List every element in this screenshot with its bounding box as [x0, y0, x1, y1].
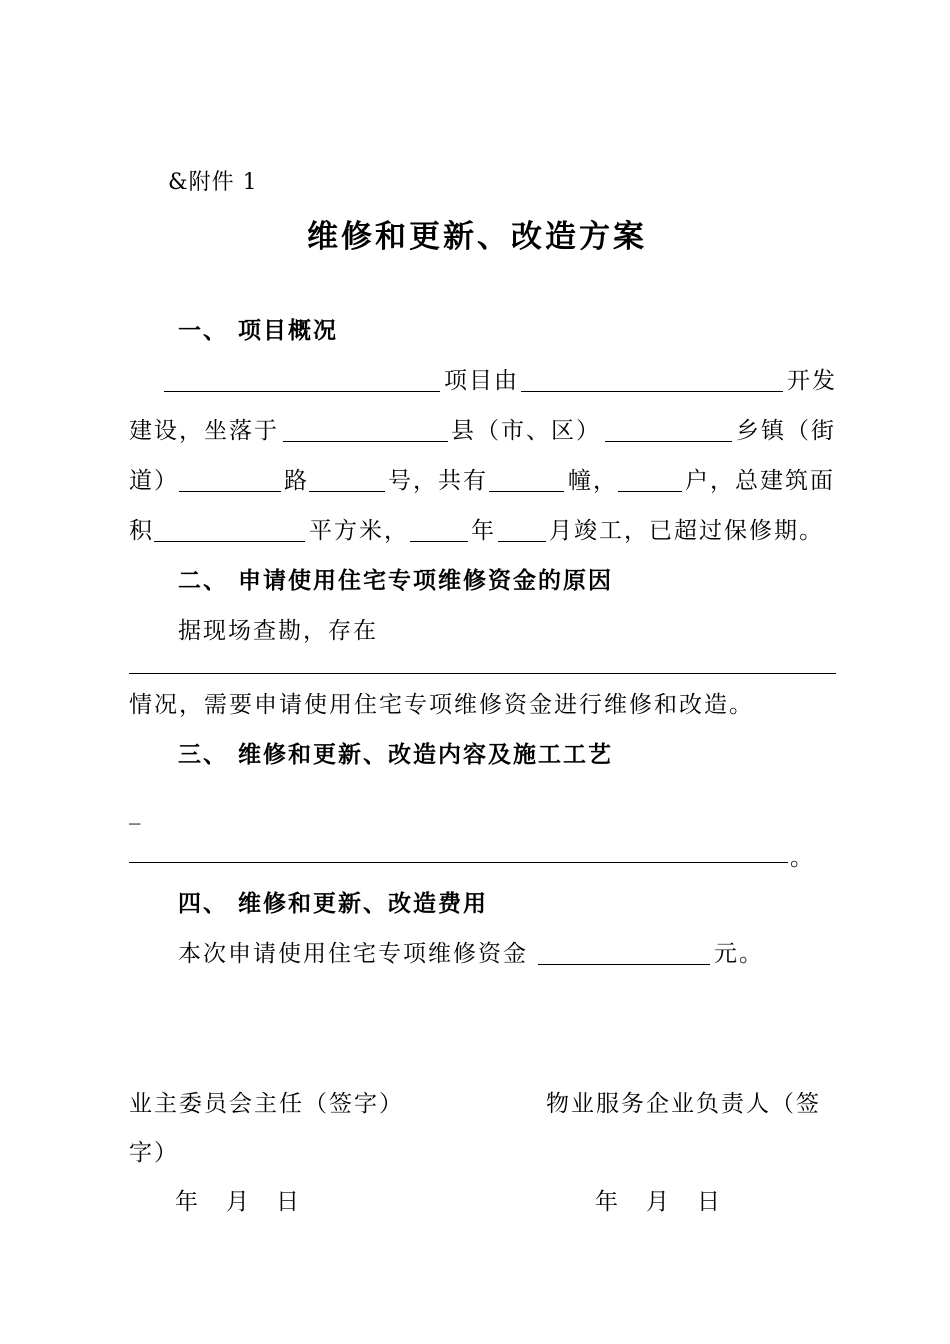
s2-line1: 据现场查勘，存在: [178, 618, 378, 644]
s1-line4-text4: 月竣工，已超过保修期。: [549, 518, 824, 544]
s4-line1-text2: 元。: [714, 941, 764, 967]
number-blank[interactable]: [309, 491, 385, 492]
project-name-blank[interactable]: [164, 391, 440, 392]
section1-heading: 一、 项目概况: [178, 317, 339, 344]
s1-line3-text2: 路: [284, 468, 309, 494]
completion-month-blank[interactable]: [498, 541, 546, 542]
left-date-month: 月: [226, 1189, 251, 1215]
right-date-day: 日: [697, 1189, 722, 1215]
attachment-label: &附件 1: [168, 170, 258, 195]
s1-line1-text2: 开发: [787, 368, 837, 394]
section4-heading: 四、 维修和更新、改造费用: [178, 890, 489, 917]
county-blank[interactable]: [283, 441, 448, 442]
document-title: 维修和更新、改造方案: [307, 219, 647, 255]
s1-line2-text2: 县（市、区）: [451, 418, 601, 444]
s1-line3-text3: 号，共有: [388, 468, 488, 494]
left-date-year: 年: [175, 1189, 200, 1215]
condition-blank[interactable]: [129, 673, 836, 674]
property-manager-signature-label: 物业服务企业负责人（签: [546, 1091, 821, 1117]
building-count-blank[interactable]: [489, 491, 564, 492]
section2-heading: 二、 申请使用住宅专项维修资金的原因: [178, 567, 614, 594]
s3-end-mark: 。: [790, 845, 815, 871]
s1-line3-text1: 道）: [129, 468, 179, 494]
completion-year-blank[interactable]: [410, 541, 468, 542]
s1-line2-text1: 建设，坐落于: [129, 418, 279, 444]
household-count-blank[interactable]: [618, 491, 682, 492]
s1-line3-text5: 户，总建筑面: [685, 468, 835, 494]
left-date-day: 日: [276, 1189, 301, 1215]
section3-heading: 三、 维修和更新、改造内容及施工工艺: [178, 741, 614, 768]
s1-line2-text3: 乡镇（街: [736, 418, 836, 444]
signature-label-wrap: 字）: [129, 1140, 179, 1166]
town-blank[interactable]: [605, 441, 732, 442]
s1-line4-text2: 平方米，: [309, 518, 409, 544]
area-blank[interactable]: [154, 541, 305, 542]
amount-blank[interactable]: [538, 964, 710, 965]
s3-dash: _: [129, 799, 143, 825]
right-date-month: 月: [646, 1189, 671, 1215]
s1-line3-text4: 幢，: [568, 468, 618, 494]
s4-line1-text1: 本次申请使用住宅专项维修资金: [178, 941, 528, 967]
road-blank[interactable]: [179, 491, 281, 492]
s1-line4-text1: 积: [129, 518, 154, 544]
owners-committee-signature-label: 业主委员会主任（签字）: [129, 1091, 404, 1117]
s2-line2: 情况，需要申请使用住宅专项维修资金进行维修和改造。: [129, 692, 754, 718]
content-blank[interactable]: [129, 862, 788, 863]
s1-line1-text1: 项目由: [444, 368, 519, 394]
s1-line4-text3: 年: [471, 518, 496, 544]
developer-blank[interactable]: [521, 391, 783, 392]
right-date-year: 年: [595, 1189, 620, 1215]
